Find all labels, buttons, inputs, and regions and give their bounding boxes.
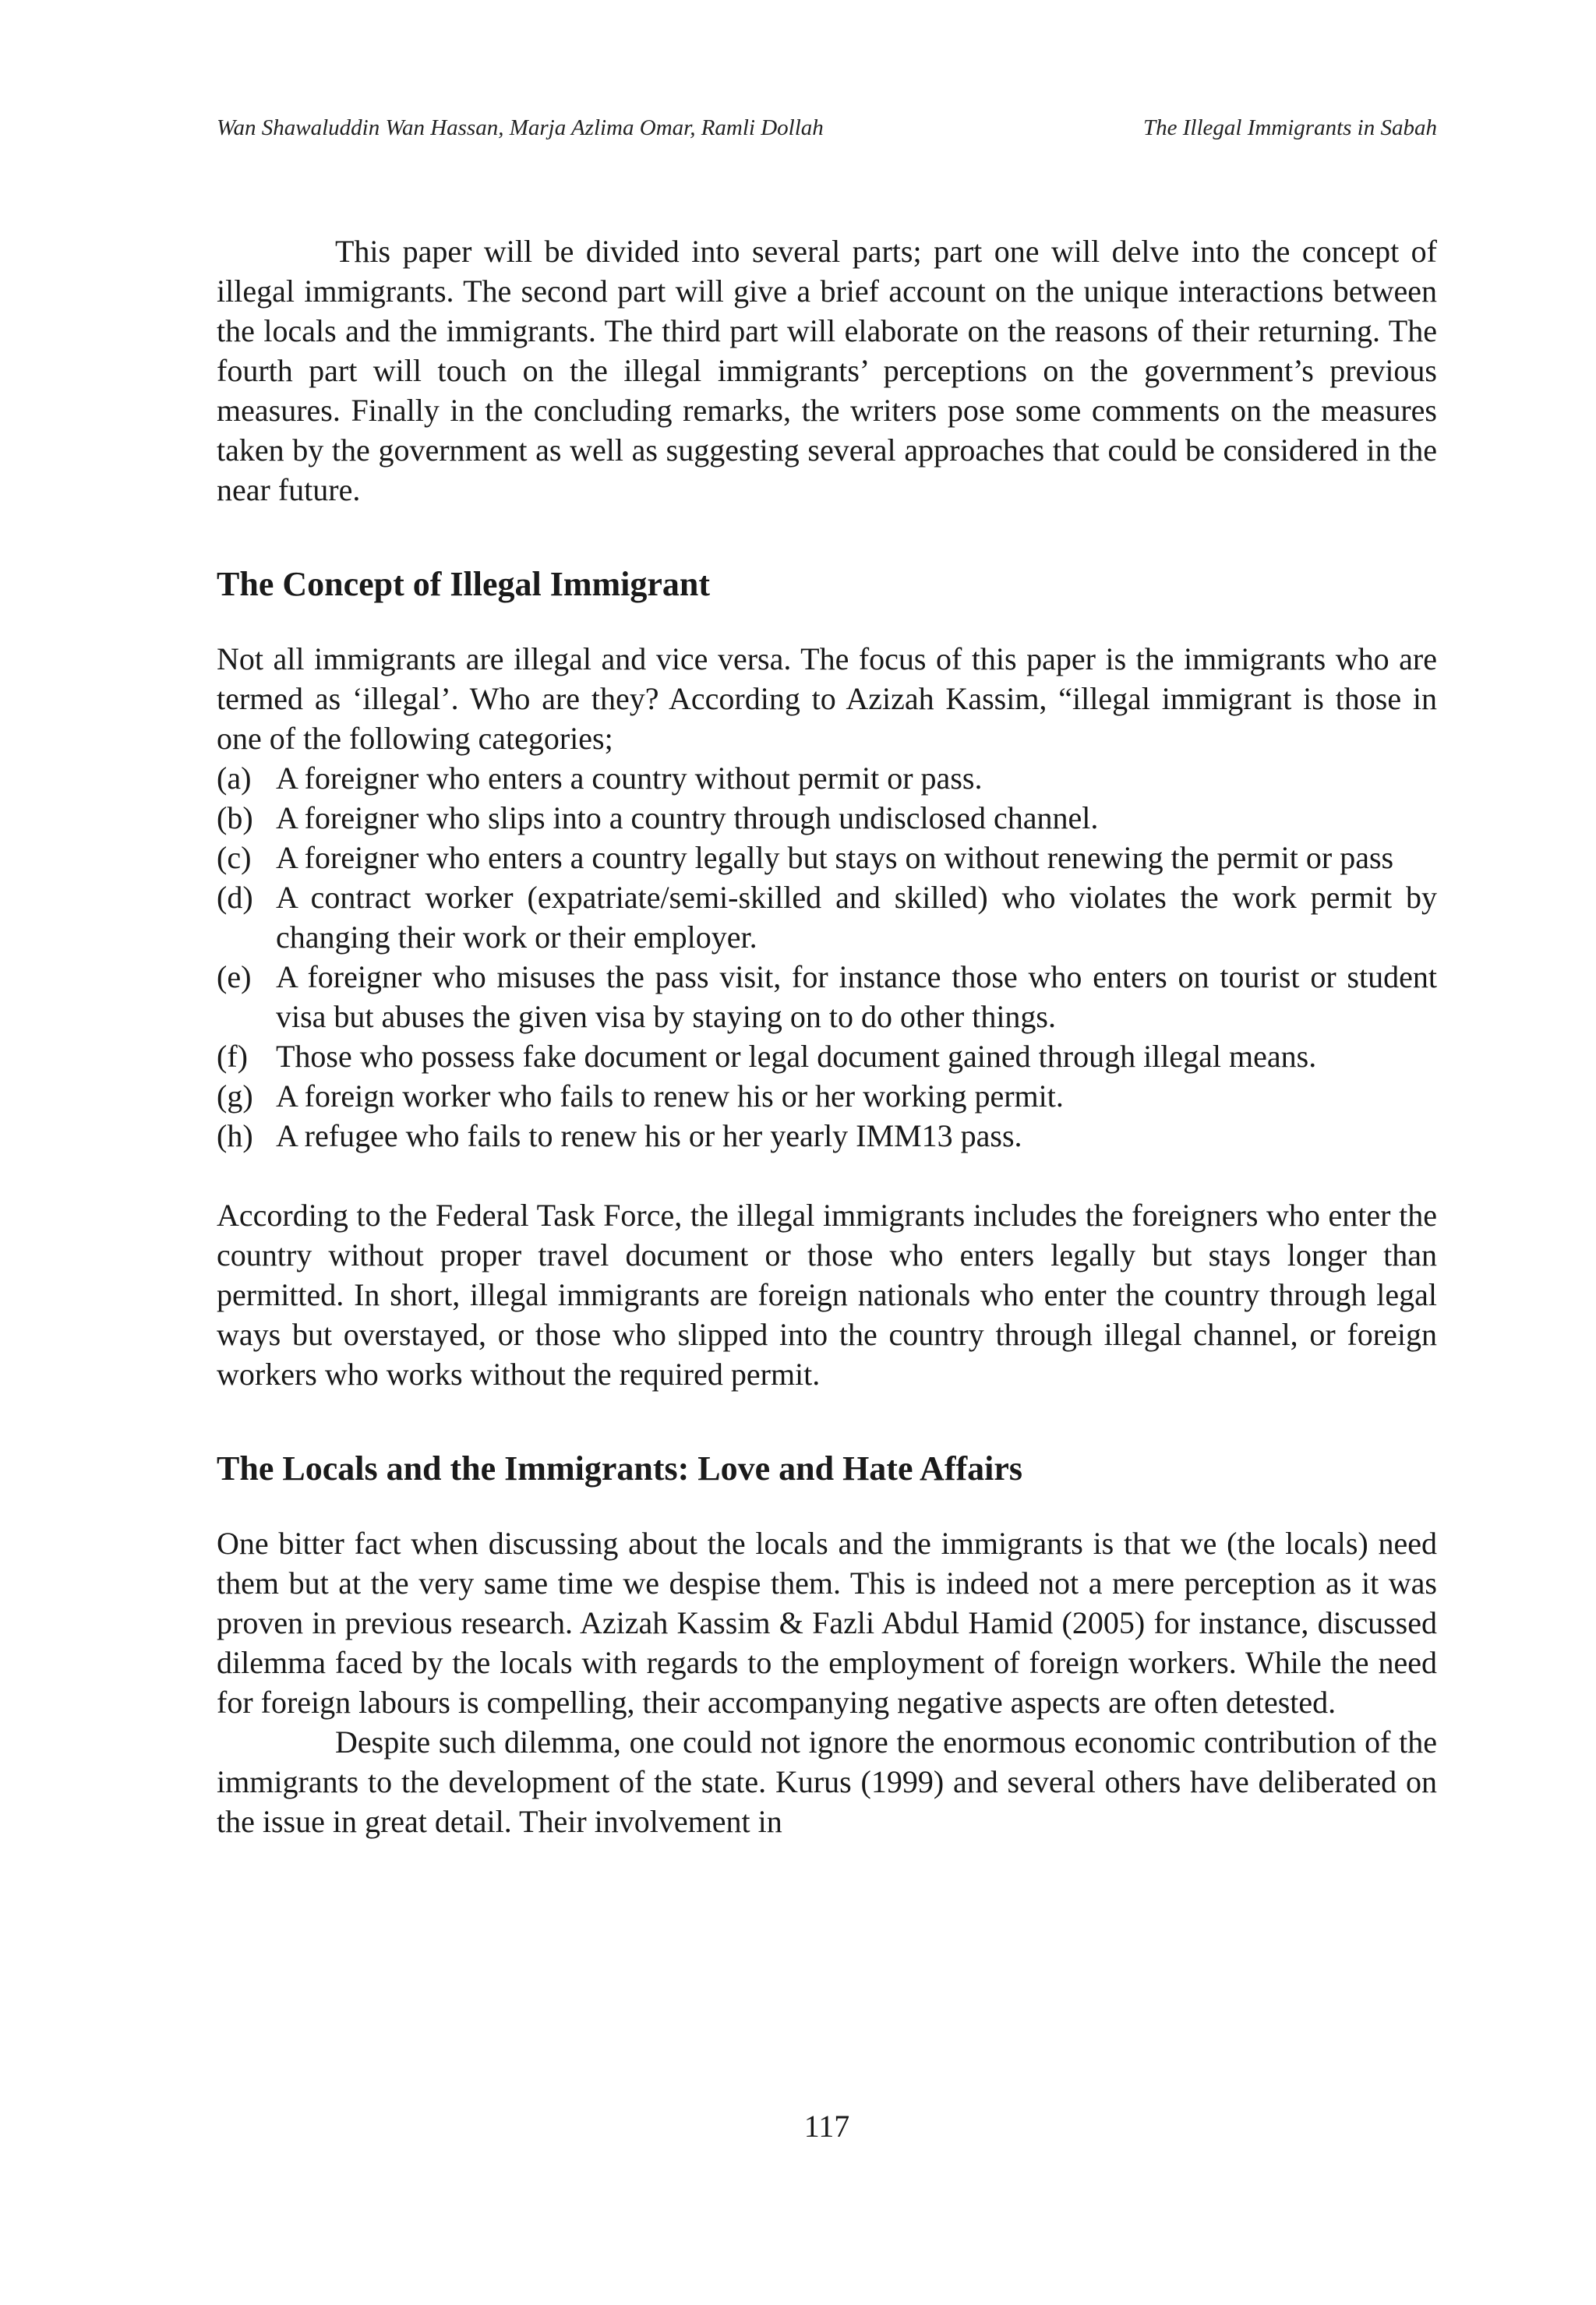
list-item	[217, 798, 1437, 838]
list-item-text: A foreigner who misuses the pass visit, for instance those who enters on tourist or student visa but abuses the given visa by staying on to do other things.	[276, 959, 1437, 1034]
list-item	[217, 1116, 1437, 1156]
list-item-text: A foreigner who slips into a country through undisclosed channel.	[276, 800, 1099, 835]
list-item	[217, 838, 1437, 877]
intro-paragraph: This paper will be divided into several parts; part one will delve into the concept of illegal immigrants. The second part will give a brief account on the unique interactions between the locals and the immigrants. The third part will elaborate on the reasons of their returning. The fourth part will touch on the illegal immigrants’ perceptions on the government’s previous measures. Finally in the concluding remarks, the writers pose some comments on the measures taken by the government as well as suggesting several approaches that could be considered in the near future.	[217, 234, 1437, 507]
list-item	[217, 758, 1437, 798]
list-item	[217, 877, 1437, 957]
page-number: 117	[803, 2109, 850, 2144]
list-item-text: A foreign worker who fails to renew his or her working permit.	[276, 1078, 1064, 1114]
list-item-text: A foreigner who enters a country legally but stays on without renewing the permit or pass	[276, 840, 1394, 875]
list-item	[217, 1036, 1437, 1076]
list-item-text: A refugee who fails to renew his or her yearly IMM13 pass.	[276, 1118, 1022, 1153]
list-item-text: A contract worker (expatriate/semi-skilled and skilled) who violates the work permit by changing their work or their employer.	[276, 880, 1437, 955]
list-marker: (c)	[217, 840, 252, 875]
header-authors: Wan Shawaluddin Wan Hassan, Marja Azlima Omar, Ramli Dollah	[217, 115, 824, 140]
section-heading-love-hate: The Locals and the Immigrants: Love and Hate Affairs	[217, 1449, 1022, 1488]
list-marker: (b)	[217, 800, 253, 835]
section-heading-concept: The Concept of Illegal Immigrant	[217, 565, 711, 603]
article-body	[217, 231, 1437, 1841]
illegal-immigrant-criteria-list	[217, 758, 1437, 1156]
locals-dilemma-paragraph: One bitter fact when discussing about the locals and the immigrants is that we (the locals) need them but at the very same time we despise them. This is indeed not a mere perception as it was proven in previous research. Azizah Kassim & Fazli Abdul Hamid (2005) for instance, discussed dilemma faced by the locals with regards to the employment of foreign workers. While the need for foreign labours is compelling, their accompanying negative aspects are often detested.	[217, 1526, 1437, 1720]
economic-contribution-paragraph: Despite such dilemma, one could not ignore the enormous economic contribution of the immigrants to the development of the state. Kurus (1999) and several others have deliberated on the issue in great detail. Their involvement in	[217, 1724, 1437, 1839]
concept-lead-paragraph: Not all immigrants are illegal and vice versa. The focus of this paper is the immigrants who are termed as ‘illegal’. Who are they? According to Azizah Kassim, “illegal immigrant is those in one of the following categories;	[217, 641, 1437, 756]
header-short-title: The Illegal Immigrants in Sabah	[1143, 115, 1437, 140]
list-marker: (e)	[217, 959, 252, 994]
list-marker: (a)	[217, 761, 252, 796]
list-marker: (f)	[217, 1039, 248, 1074]
list-item	[217, 957, 1437, 1036]
list-marker: (d)	[217, 880, 253, 915]
list-item-text: Those who possess fake document or legal document gained through illegal means.	[276, 1039, 1317, 1074]
list-item	[217, 1076, 1437, 1116]
list-marker: (h)	[217, 1118, 253, 1153]
list-marker: (g)	[217, 1078, 253, 1114]
list-item-text: A foreigner who enters a country without permit or pass.	[276, 761, 983, 796]
task-force-definition-paragraph: According to the Federal Task Force, the illegal immigrants includes the foreigners who enter the country without proper travel document or those who enters legally but stays longer than permitted. In short, illegal immigrants are foreign nationals who enter the country through legal ways but overstayed, or those who slipped into the country through illegal channel, or foreign workers who works without the required permit.	[217, 1198, 1437, 1392]
